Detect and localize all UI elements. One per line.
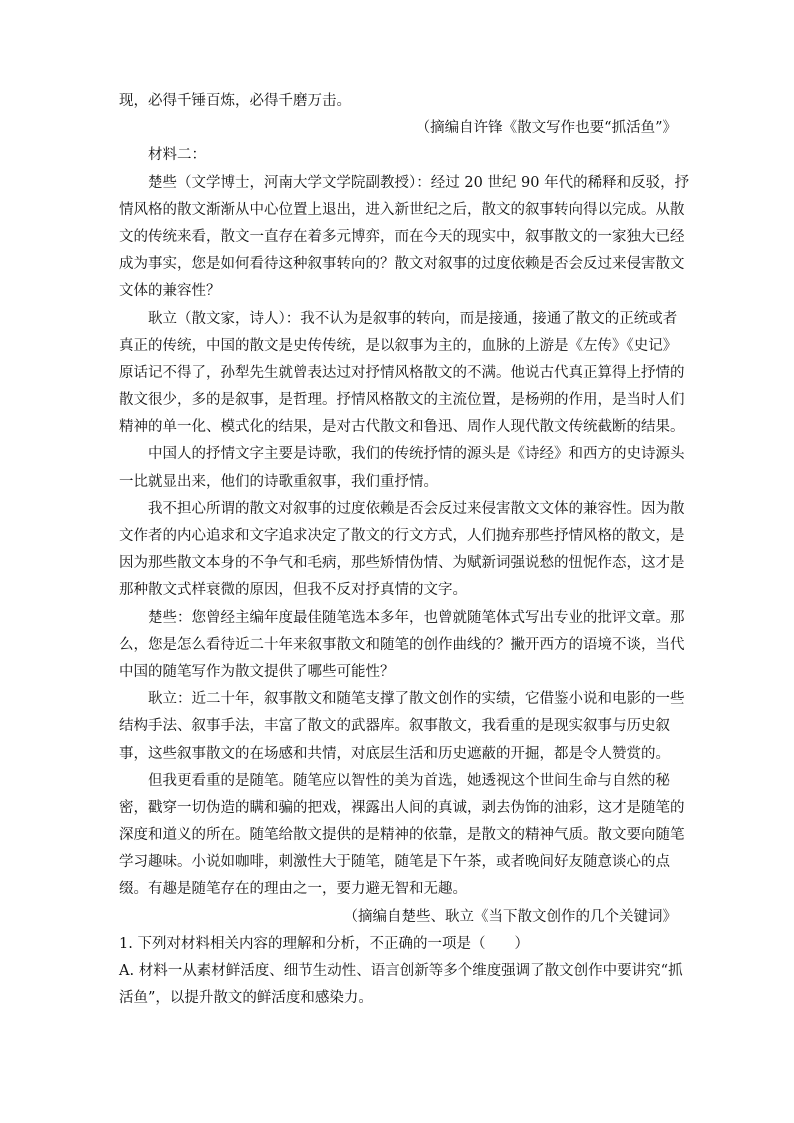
answer-option-a: A. 材料一从素材鲜活度、细节生动性、语言创新等多个维度强调了散文创作中要讲究“抓	[119, 963, 683, 979]
text-line: 楚些：您曾经主编年度最佳随笔选本多年，也曾就随笔体式写出专业的批评文章。那	[148, 609, 685, 626]
text-line: 学习趣味。小说如咖啡，刺激性大于随笔，随笔是下午茶，或者晚间好友随意谈心的点	[119, 854, 670, 871]
section-heading: 材料二：	[148, 147, 206, 164]
text-line: 精神的单一化、模式化的结果，是对古代散文和鲁迅、周作人现代散文传统截断的结果。	[119, 419, 685, 436]
text-line: 情风格的散文渐渐从中心位置上退出，进入新世纪之后，散文的叙事转向得以完成。从散	[119, 201, 685, 218]
text-line: 密，戳穿一切伪造的瞒和骗的把戏，裸露出人间的真诚，剥去伪饰的油彩，这才是随笔的	[119, 799, 685, 816]
text-line: 结构手法、叙事手法，丰富了散文的武器库。叙事散文，我看重的是现实叙事与历史叙	[119, 718, 670, 735]
text-line: 深度和道义的所在。随笔给散文提供的是精神的依靠，是散文的精神气质。散文要向随笔	[119, 827, 685, 844]
text-line: 那种散文式样衰微的原因，但我不反对抒真情的文字。	[119, 582, 467, 599]
text-line: 因为那些散文本身的不争气和毛病，那些矫情伪情、为赋新词强说愁的忸怩作态，这才是	[119, 555, 685, 572]
text-line: 楚些（文学博士，河南大学文学院副教授）：经过 20 世纪 90 年代的稀释和反驳，抒	[148, 174, 690, 191]
document-page	[119, 88, 690, 1012]
text-line: 缀。有趣是随笔存在的理由之一，要力避无智和无趣。	[119, 881, 467, 898]
text-line: 文的传统来看，散文一直存在着多元博弈，而在今天的现实中，叙事散文的一家独大已经	[119, 228, 685, 245]
text-line: 原话记不得了，孙犁先生就曾表达过对抒情风格散文的不满。他说古代真正算得上抒情的	[119, 364, 685, 381]
text-line: 中国人的抒情文字主要是诗歌，我们的传统抒情的源头是《诗经》和西方的史诗源头	[148, 446, 685, 463]
text-line: 但我更看重的是随笔。随笔应以智性的美为首选，她透视这个世间生命与自然的秘	[148, 772, 670, 789]
text-line: 耿立：近二十年，叙事散文和随笔支撑了散文创作的实绩，它借鉴小说和电影的一些	[148, 691, 685, 708]
text-line: 成为事实，您是如何看待这种叙事转向的？散文对叙事的过度依赖是否会反过来侵害散文	[119, 256, 685, 273]
answer-option-a-continued: 活鱼”，以提升散文的鲜活度和感染力。	[119, 990, 373, 1007]
text-line: 文作者的内心追求和文字追求决定了散文的行文方式，人们抛弃那些抒情风格的散文，是	[119, 528, 685, 544]
text-line: 事，这些叙事散文的在场感和共情，对底层生活和历史遮蔽的开掘，都是令人赞赏的。	[119, 745, 670, 762]
text-line: 散文很少，多的是叙事，是哲理。抒情风格散文的主流位置，是杨朔的作用，是当时人们	[119, 392, 685, 409]
source-citation: （摘编自楚些、耿立《当下散文创作的几个关键词》	[343, 908, 677, 925]
question-stem: 1. 下列对材料相关内容的理解和分析，不正确的一项是（ ）	[119, 935, 529, 952]
text-line: 我不担心所谓的散文对叙事的过度依赖是否会反过来侵害散文文体的兼容性。因为散	[148, 500, 685, 517]
text-line: 耿立（散文家，诗人）：我不认为是叙事的转向，而是接通，接通了散文的正统或者	[148, 310, 678, 327]
text-line: 现，必得千锤百炼，必得千磨万击。	[119, 93, 351, 109]
text-line: 中国的随笔写作为散文提供了哪些可能性？	[119, 663, 395, 680]
text-line: 真正的传统，中国的散文是史传传统，是以叙事为主的，血脉的上游是《左传》《史记》	[119, 337, 678, 354]
source-citation: （摘编自许锋《散文写作也要“抓活鱼”》	[415, 120, 677, 137]
text-line: 文体的兼容性？	[119, 283, 221, 300]
text-line: 么，您是怎么看待近二十年来叙事散文和随笔的创作曲线的？撇开西方的语境不谈，当代	[119, 636, 685, 653]
text-line: 一比就显出来，他们的诗歌重叙事，我们重抒情。	[119, 473, 438, 490]
